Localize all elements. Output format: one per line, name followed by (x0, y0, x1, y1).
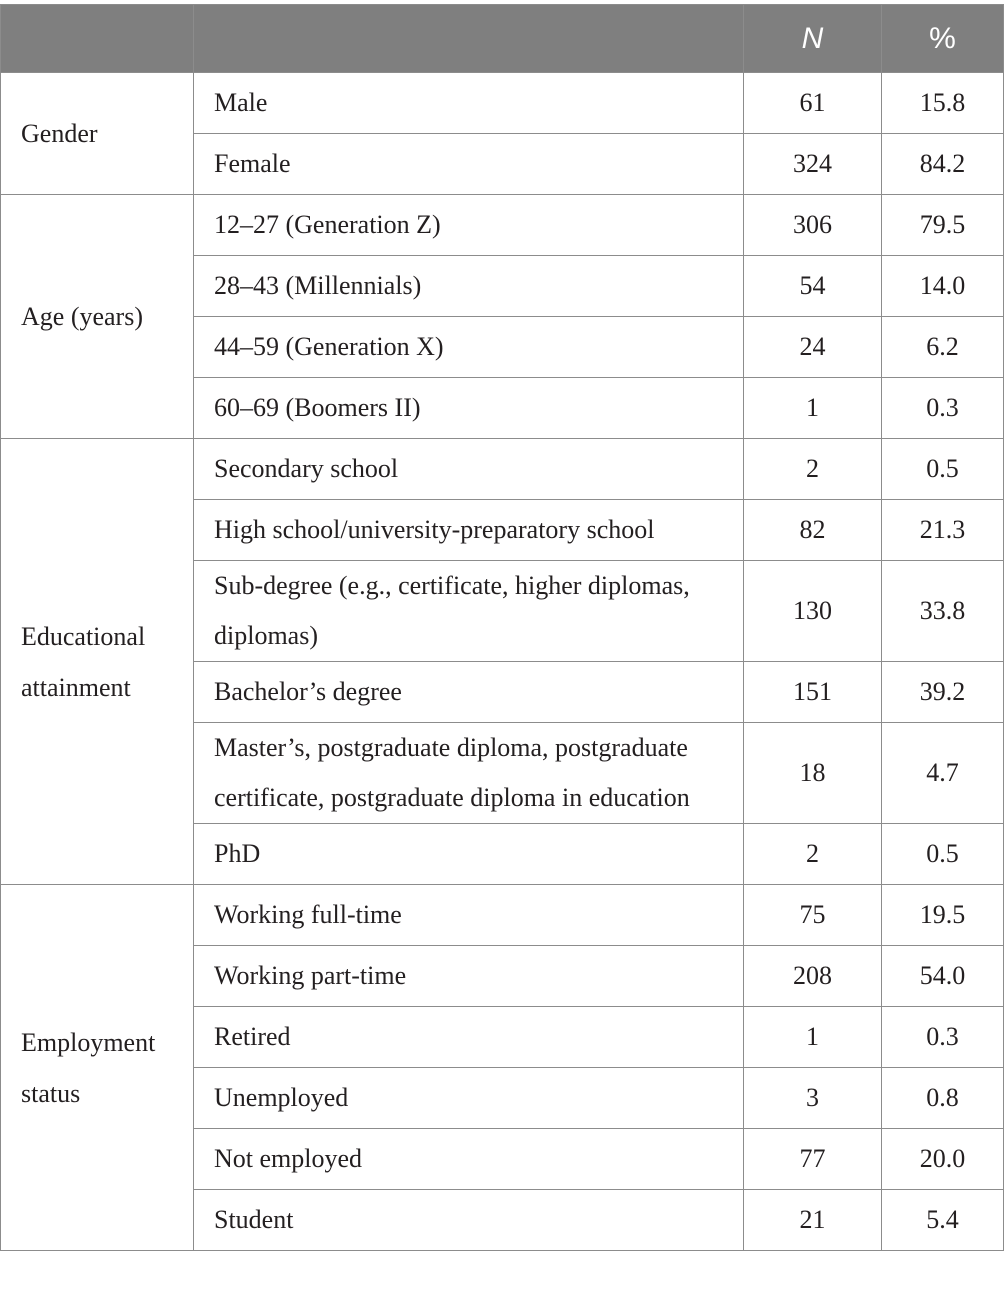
row-item: Bachelor’s degree (194, 662, 744, 723)
group-label-education: Educational attainment (1, 439, 194, 885)
row-item: 12–27 (Generation Z) (194, 195, 744, 256)
row-item: Male (194, 73, 744, 134)
row-percent: 4.7 (882, 723, 1004, 824)
row-n: 24 (744, 317, 882, 378)
header-row (1, 5, 1004, 73)
row-item: Retired (194, 1007, 744, 1068)
demographics-table (0, 4, 1004, 1251)
table-row (1, 439, 1004, 500)
row-n: 18 (744, 723, 882, 824)
row-percent: 20.0 (882, 1129, 1004, 1190)
row-percent: 54.0 (882, 946, 1004, 1007)
row-n: 324 (744, 134, 882, 195)
row-n: 1 (744, 378, 882, 439)
row-n: 2 (744, 824, 882, 885)
header-group-cell (1, 5, 194, 73)
table-header (1, 5, 1004, 73)
header-item-cell (194, 5, 744, 73)
header-percent: % (882, 5, 1004, 73)
row-item: Female (194, 134, 744, 195)
row-item: Student (194, 1190, 744, 1251)
row-percent: 33.8 (882, 561, 1004, 662)
row-percent: 21.3 (882, 500, 1004, 561)
table-row (1, 195, 1004, 256)
row-percent: 19.5 (882, 885, 1004, 946)
row-n: 1 (744, 1007, 882, 1068)
row-n: 306 (744, 195, 882, 256)
table-row (1, 73, 1004, 134)
row-n: 21 (744, 1190, 882, 1251)
row-item: 44–59 (Generation X) (194, 317, 744, 378)
row-n: 2 (744, 439, 882, 500)
row-item: PhD (194, 824, 744, 885)
row-percent: 79.5 (882, 195, 1004, 256)
row-percent: 0.8 (882, 1068, 1004, 1129)
group-label-employment: Employment status (1, 885, 194, 1251)
row-percent: 0.3 (882, 378, 1004, 439)
row-item: Unemployed (194, 1068, 744, 1129)
row-percent: 15.8 (882, 73, 1004, 134)
row-n: 61 (744, 73, 882, 134)
row-item: Working part-time (194, 946, 744, 1007)
row-n: 151 (744, 662, 882, 723)
group-label-age: Age (years) (1, 195, 194, 439)
row-item: 28–43 (Millennials) (194, 256, 744, 317)
header-n: N (744, 5, 882, 73)
row-n: 208 (744, 946, 882, 1007)
row-n: 3 (744, 1068, 882, 1129)
row-percent: 0.5 (882, 439, 1004, 500)
table-body (1, 73, 1004, 1251)
row-percent: 14.0 (882, 256, 1004, 317)
row-n: 77 (744, 1129, 882, 1190)
row-n: 54 (744, 256, 882, 317)
table-row (1, 885, 1004, 946)
row-n: 130 (744, 561, 882, 662)
row-n: 75 (744, 885, 882, 946)
row-item: Master’s, postgraduate diploma, postgraduate certificate, postgraduate diploma in education (194, 723, 744, 824)
row-item: Working full-time (194, 885, 744, 946)
row-percent: 84.2 (882, 134, 1004, 195)
row-item: Not employed (194, 1129, 744, 1190)
row-percent: 39.2 (882, 662, 1004, 723)
row-percent: 0.5 (882, 824, 1004, 885)
row-item: Sub-degree (e.g., certificate, higher diplomas, diplomas) (194, 561, 744, 662)
group-label-gender: Gender (1, 73, 194, 195)
row-item: High school/university-preparatory school (194, 500, 744, 561)
row-item: Secondary school (194, 439, 744, 500)
row-percent: 0.3 (882, 1007, 1004, 1068)
row-n: 82 (744, 500, 882, 561)
row-item: 60–69 (Boomers II) (194, 378, 744, 439)
row-percent: 5.4 (882, 1190, 1004, 1251)
row-percent: 6.2 (882, 317, 1004, 378)
